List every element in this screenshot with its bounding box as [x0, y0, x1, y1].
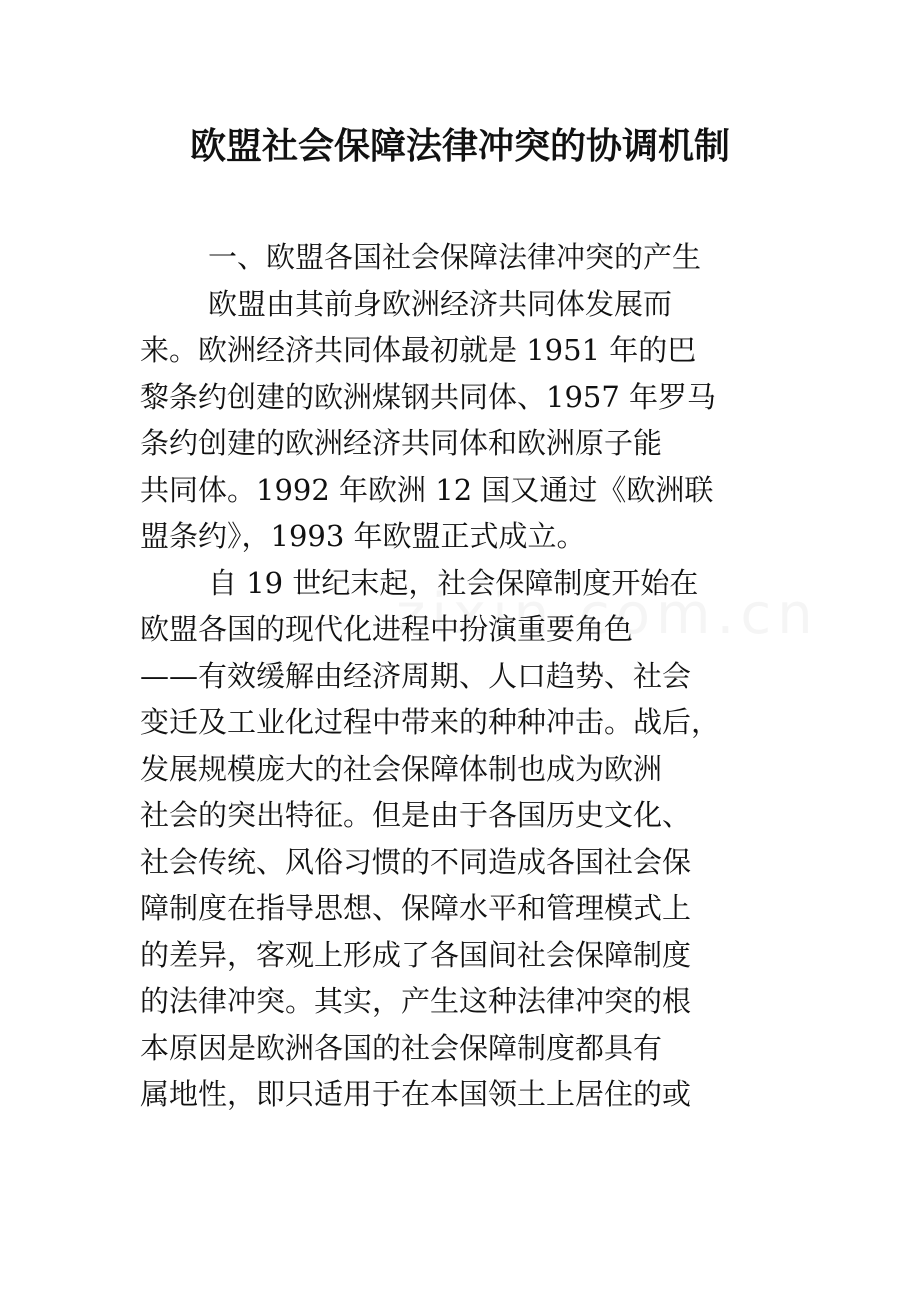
document-body: [140, 234, 820, 1118]
text-line: 属地性，即只适用于在本国领土上居住的或: [140, 1077, 692, 1111]
text-line: 共同体。1992 年欧洲 12 国又通过《欧洲联: [140, 472, 714, 507]
text-line: 黎条约创建的欧洲煤钢共同体、1957 年罗马: [140, 379, 717, 414]
text-line: 一、欧盟各国社会保障法律冲突的产生: [208, 240, 702, 274]
text-line: ——有效缓解由经济周期、人口趋势、社会: [140, 658, 692, 693]
text-line: 条约创建的欧洲经济共同体和欧洲原子能: [140, 426, 663, 460]
text-line: 自 19 世纪末起，社会保障制度开始在: [208, 565, 699, 600]
text-line: 本原因是欧洲各国的社会保障制度都具有: [140, 1030, 663, 1065]
text-line: 盟条约》，1993 年欧盟正式成立。: [140, 519, 586, 553]
text-line: 欧盟由其前身欧洲经济共同体发展而: [208, 286, 673, 321]
document-title: 欧盟社会保障法律冲突的协调机制: [189, 126, 730, 167]
text-line: 障制度在指导思想、保障水平和管理模式上: [140, 891, 692, 925]
text-line: 社会的突出特征。但是由于各国历史文化、: [140, 798, 692, 832]
text-line: 发展规模庞大的社会保障体制也成为欧洲: [140, 751, 663, 786]
text-line: 变迁及工业化过程中带来的种种冲击。战后，: [140, 705, 721, 739]
text-line: 来。欧洲经济共同体最初就是 1951 年的巴: [140, 333, 697, 367]
text-line: 社会传统、风俗习惯的不同造成各国社会保: [140, 844, 692, 879]
text-line: 的差异，客观上形成了各国间社会保障制度: [140, 937, 692, 972]
text-line: 欧盟各国的现代化进程中扮演重要角色: [140, 612, 634, 646]
text-line: 的法律冲突。其实，产生这种法律冲突的根: [140, 984, 692, 1018]
